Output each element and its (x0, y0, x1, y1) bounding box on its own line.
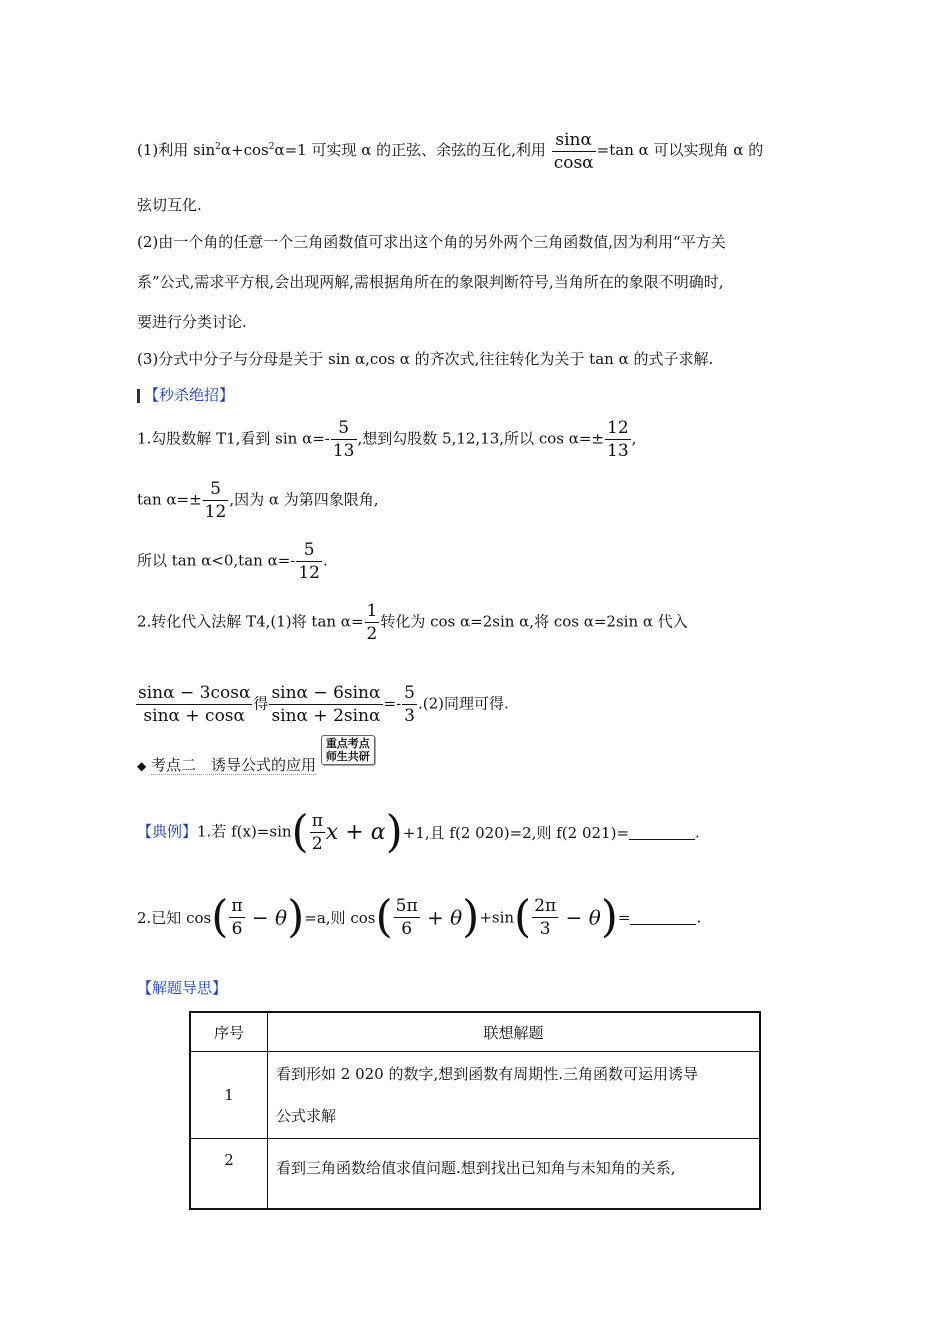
stamp-badge: 重点考点 师生共研 (321, 735, 375, 765)
miaosha-line-4: 2.转化代入法解 T4,(1)将 tan α= $\frac{1}{2}$ 转化为 cos α=2sin α,将 cos α=2sin α 代入 (137, 601, 688, 644)
table-row (190, 1139, 760, 1210)
miaosha-line-1: 1.勾股数解 T1,看到 sin α=- $\frac{5}{13}$ ,想到勾股数 5,12,13,所以 cos α=± $\frac{12}{13}$ , (137, 418, 637, 461)
para-2-line-1: (2)由一个角的任意一个三角函数值可求出这个角的另外两个三角函数值,因为利用“平方关 (137, 233, 726, 251)
table-cell: 看到三角函数给值求值问题.想到找出已知角与未知角的关系, (268, 1139, 761, 1210)
header-cell: 序号 (190, 1012, 268, 1052)
fraction: $\frac{5}{3}$ (404, 683, 415, 726)
miaosha-line-3: 所以 tan α<0,tan α=- $\frac{5}{12}$ . (137, 540, 328, 583)
diamond-icon: ◆ (137, 759, 147, 773)
para-3: (3)分式中分子与分母是关于 sin α,cos α 的齐次式,往往转化为关于 tan α 的式子求解. (137, 350, 714, 368)
para-2-line-2: 系”公式,需求平方根,会出现两解,需根据角所在的象限判断符号,当角所在的象限不明确时, (137, 273, 724, 291)
miaosha-line-2: tan α=± $\frac{5}{12}$ ,因为 α 为第四象限角, (137, 479, 379, 522)
table-cell: 看到形如 2 020 的数字,想到函数有周期性.三角函数可运用诱导 公式求解 (268, 1052, 761, 1139)
table-cell: 2 (190, 1139, 268, 1210)
kaodian-heading: ◆ 考点二 诱导公式的应用 重点考点 师生共研 (137, 745, 375, 775)
para-1-line-1: (1)利用 $\sin^2\alpha+\cos^2\alpha=1$ 可实现 α 的正弦、余弦的互化,利用 $\frac{\sin\alpha}{\cos\alpha}$ =tan α 可以实现角 α 的 (137, 129, 764, 173)
example-2: 2.已知 cos( $\frac{\pi}{6}$ − θ)=a,则 cos( $\frac{5\pi}{6}$ + θ)+sin( $\frac{2\pi}{3}$ − θ)= . (137, 891, 702, 943)
fraction: $\frac{12}{13}$ (607, 418, 629, 461)
fraction: $\frac{\sin\alpha - 3\cos\alpha}{\sin\alpha + \cos\alpha}$ (138, 683, 251, 726)
fraction: $\frac{5}{12}$ (298, 540, 320, 583)
para-1-line-2: 弦切互化. (137, 196, 202, 214)
table-row (190, 1052, 760, 1139)
fraction: $\frac{1}{2}$ (366, 601, 378, 644)
header-cell: 联想解题 (268, 1012, 761, 1052)
fraction: $\frac{5\pi}{6}$ (395, 896, 418, 939)
fraction: $\frac{5}{13}$ (332, 418, 355, 461)
table-header-row (190, 1012, 760, 1052)
guide-table (189, 1011, 761, 1210)
fraction: $\frac{\sin\alpha - 6\sin\alpha}{\sin\alpha + 2\sin\alpha}$ (271, 683, 381, 726)
para-2-line-3: 要进行分类讨论. (137, 313, 247, 331)
answer-blank[interactable] (630, 910, 696, 925)
fraction: $\frac{\pi}{2}$ (311, 811, 323, 854)
fraction: $\frac{2\pi}{3}$ (534, 896, 557, 939)
fraction: $\frac{\pi}{6}$ (231, 896, 243, 939)
miaosha-heading: 【秒杀绝招】 (137, 384, 234, 405)
fraction: $\frac{5}{12}$ (204, 479, 227, 522)
miaosha-line-5: $\frac{\sin\alpha - 3\cos\alpha}{\sin\alpha + \cos\alpha}$ 得 $\frac{\sin\alpha - 6\sin\alpha}{\sin\alpha + 2\sin\alpha}$ =- $\frac{5}{3}$ .(2)同理可得. (138, 683, 509, 726)
table-cell: 1 (190, 1052, 268, 1139)
heading-bar-icon (137, 389, 140, 403)
jieti-heading: 【解题导思】 (137, 979, 228, 997)
example-1: 【典例】1.若 f(x)=sin( $\frac{\pi}{2}$ x + α)+1,且 f(2 020)=2,则 f(2 021)= . (137, 806, 700, 858)
answer-blank[interactable] (629, 825, 695, 840)
fraction-sin-over-cos: $\frac{\sin\alpha}{\cos\alpha}$ (553, 129, 594, 173)
